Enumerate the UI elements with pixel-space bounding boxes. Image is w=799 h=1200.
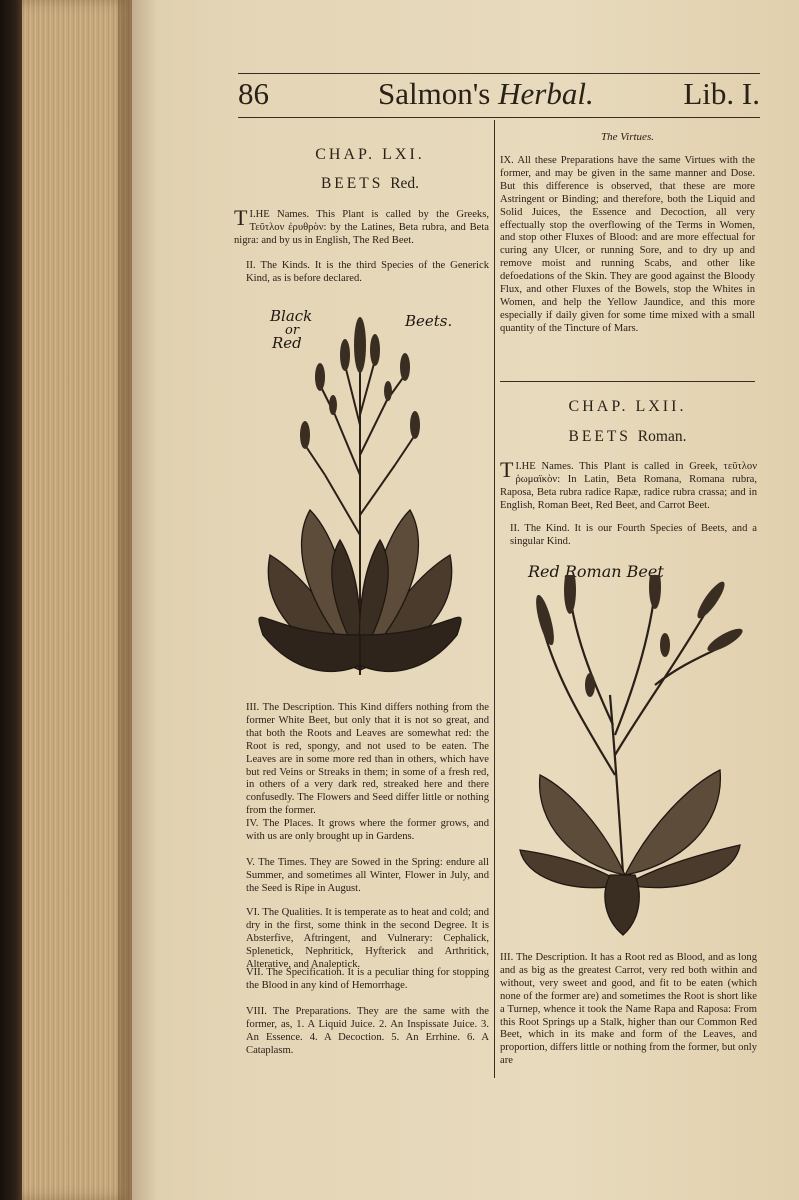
column-rule — [494, 120, 495, 1078]
plate-label-or: or — [285, 323, 300, 338]
chapter-subject-lxi — [250, 175, 490, 193]
paragraph-names-lxi — [234, 205, 489, 248]
chapter-heading-lxi: CHAP. LXI. — [315, 146, 425, 163]
plate-label-red: Red — [272, 334, 302, 352]
paragraph-kinds-lxi: II. The Kinds. It is the third Species of the Generick Kind, as is before declared. — [246, 260, 489, 284]
plate-label-black: Black — [270, 307, 313, 325]
chapter-rule — [500, 381, 755, 382]
book-spine — [0, 0, 22, 1200]
paragraph-description-lxii: III. The Description. It has a Root red as Blood, and as long and as big as the greatest Carrot, very red both within and without, very sweet and good, and fit to be eaten (which none of the former are) and sometimes the Root is short like a Turnep, whence it took the Name Rapa and Raposa: From this Root Springs up a Stalk, higher than our Common Red Beet, which in its make and form of the Leaves, and proportion, differs little or nothing from the former, but only are — [500, 952, 757, 1067]
paragraph-specification-lxi: VII. The Specification. It is a peculiar thing for stopping the Blood in any kind of Hemorrhage. — [246, 967, 489, 991]
para-numeral: I. — [515, 461, 522, 472]
plate-label-beets: Beets. — [405, 312, 453, 330]
chapter-heading-lxii: CHAP. LXII. — [568, 398, 687, 415]
paragraph-places-lxi: IV. The Places. It grows where the former grows, and with us are only brought up in Gardens. — [246, 818, 489, 842]
running-head — [238, 70, 760, 114]
gutter-shadow — [118, 0, 158, 1200]
chapter-subject-lxii — [500, 428, 755, 446]
page-number: 86 — [238, 76, 269, 111]
paragraph-qualities-lxi: VI. The Qualities. It is temperate as to heat and cold; and dry in the first, some think in the second Degree. It is Absterfive, Aftringent, and Vulnerary: Cephalick, Splenetick, Nephritick, Hyfterick and Arthritick, Alterative, and Analeptick. — [246, 907, 489, 970]
running-title-work: Herbal. — [498, 76, 594, 111]
subject-rest: Red. — [390, 175, 420, 192]
subject-caps: BEETS — [568, 428, 631, 445]
running-title-author: Salmon's — [378, 76, 491, 111]
para-text: HE Names. This Plant is called in Greek, τεῦτλον ῥωμαϊκὸν: In Latin, Beta Romana, Romana rubra, Raposa, Beta rubra radice Rapæ, radice rubra crassa; and in English, Roman Beet, Red Beet, and Carrot Beet. — [500, 461, 757, 511]
drop-cap: T — [234, 205, 248, 230]
paragraph-kind-lxii: II. The Kind. It is our Fourth Species of Beets, and a singular Kind. — [510, 523, 757, 547]
para-text: HE Names. This Plant is called by the Greeks, Τεῦτλον ἐρυθρὸν: by the Latines, Beta rubra, and Beta nigra: and by us in English, The Red Beet. — [234, 209, 489, 246]
plate-label-red-roman-beet: Red Roman Beet — [528, 562, 664, 581]
paragraph-times-lxi: V. The Times. They are Sowed in the Spring: endure all Summer, and sometimes all Winter, Flower in July, and the Seed is Ripe in August. — [246, 857, 489, 894]
subject-rest: Roman. — [637, 428, 687, 445]
black-red-beet-woodcut — [255, 305, 465, 685]
page-edges — [22, 0, 132, 1200]
virtues-heading: The Virtues. — [601, 131, 654, 143]
book-number: Lib. I. — [683, 76, 760, 111]
paragraph-virtues-lxi: IX. All these Preparations have the same Virtues with the former, and may be given in the same manner and Dose. But this difference is observed, that these are more Astringent or Binding; and therefore, both the Liquid and Solid Juices, the Essence and Decoction, all very effectually stop the overflowing of the Terms in Women, and stop other Fluxes of Blood: and are more effectual for curing any Ulcer, or running Sore, and to dry up and remove moist and running Scabs, and other like defoedations of the Skin. They are good against the Bloody Flux, and other Fluxes of the Bowels, stop the Whites in Women, and help the Yellow Jaundice, and this more especially if daily given for some time mixed with a small quantity of the Tincture of Mars. — [500, 155, 755, 334]
subject-caps: BEETS — [320, 175, 384, 192]
header-rule — [238, 117, 760, 118]
paragraph-names-lxii — [500, 457, 757, 513]
red-roman-beet-woodcut — [515, 575, 745, 940]
paragraph-description-lxi: III. The Description. This Kind differs nothing from the former White Beet, but only that it is not so great, and that both the Roots and Leaves are somewhat red: the Root is red, spongy, and not used to be eaten. The Leaves are in some more red than in others, which have but red Veins or Streaks in them; in some of a fresh red, in others of a very dark red, streaked here and there confusedly. The Flowers and Seed differ little or nothing from the former. — [246, 702, 489, 817]
running-title — [378, 76, 594, 112]
paragraph-preparations-lxi: VIII. The Preparations. They are the same with the former, as, 1. A Liquid Juice. 2. An Inspissate Juice. 3. An Essence. 4. A Decoction. 5. An Errhine. 6. A Cataplasm. — [246, 1006, 489, 1056]
para-numeral: I. — [249, 209, 256, 220]
drop-cap: T — [500, 457, 514, 482]
